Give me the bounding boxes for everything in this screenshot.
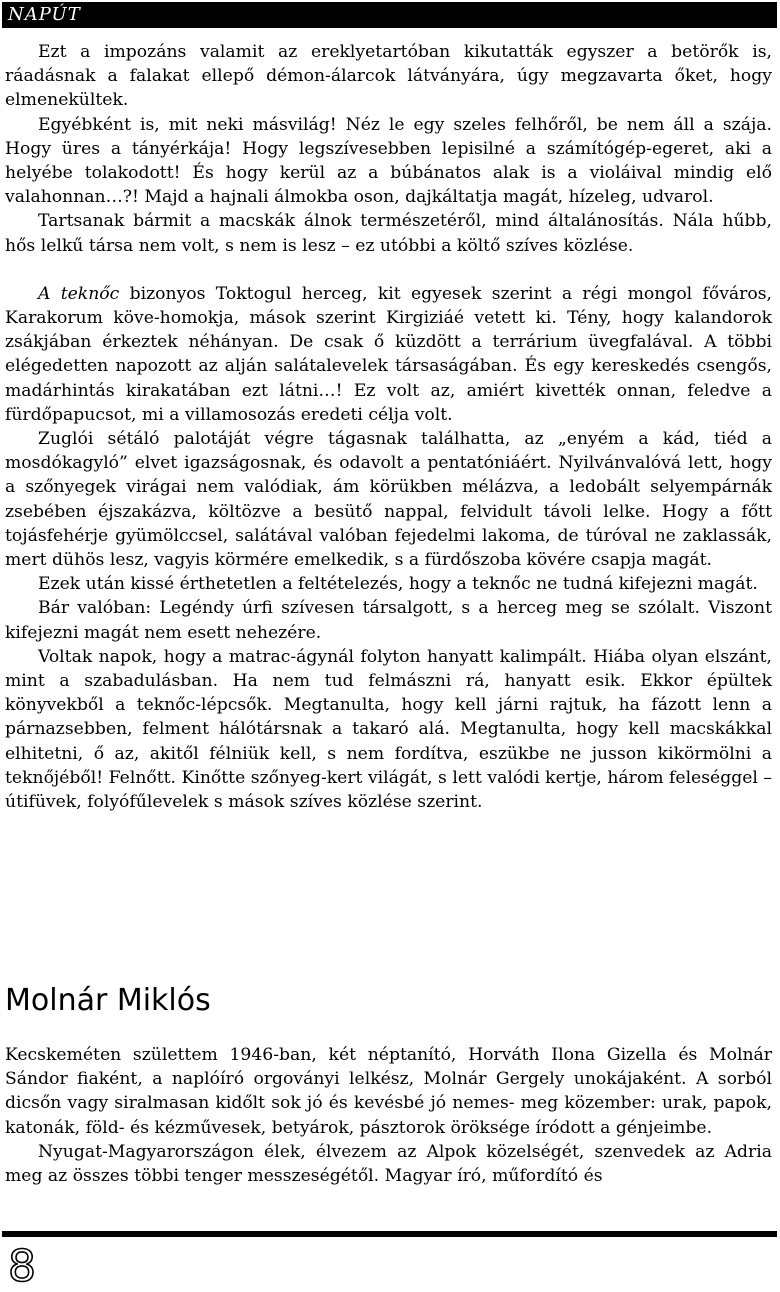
paragraph-cat-2: Egyébként is, mit neki másvilág! Néz le egy szeles felhőről, be nem áll a szája. Hogy üres a tányérkája! Hogy legszívesebben lepisilné a számítógép-egeret, aki a helyébe tolakodott! És hogy kerül az a búbánatos alak is a violáival mindig elő valahonnan…?! Majd a hajnali álmokba oson, dajkáltatja magát, hízeleg, udvarol. (5, 114, 772, 208)
paragraph-turtle-3: Bár valóban: Legéndy úrfi szívesen társalgott, s a herceg meg se szólalt. Viszont kifejezni magát nem esett nehezére. (5, 598, 772, 643)
magazine-logo: NAPÚT (8, 4, 81, 25)
turtle-title: A teknőc (38, 283, 120, 304)
paragraph-cat-1: Ezt a impozáns valamit az ereklyetartóban kikutatták egyszer a betörők is, ráadásnak a falakat ellepő démon-álarcok látványára, úgy megzavarta őket, hogy elmenekültek. (5, 42, 772, 111)
page-number-text: 8 (8, 1246, 36, 1286)
footer-rule (2, 1231, 777, 1237)
header-bar (2, 2, 777, 28)
bio-paragraph-1: Kecskeméten születtem 1946-ban, két néptanító, Horváth Ilona Gizella és Molnár Sándor fiaként, a naplóíró orgoványi lelkész, Molnár Gergely unokájaként. A sorból dicsőn vagy siralmasan kidőlt sok jó és kevésbé jó nemes- meg közember: urak, papok, katonák, föld- és kézművesek, betyárok, pásztorok öröksége íródott a génjeimbe. (5, 1045, 772, 1138)
author-heading: Molnár Miklós (5, 983, 211, 1018)
paragraph-cat-3: Tartsanak bármit a macskák álnok természetéről, mind általánosítás. Nála hűbb, hős lelkű társa nem volt, s nem is lesz – ez utóbbi a költő szíves közlése. (5, 211, 772, 256)
paragraph-turtle-intro (5, 282, 772, 427)
bio-paragraph-2: Nyugat-Magyarországon élek, élvezem az Alpok közelségét, szenvedek az Adria meg az összes többi tenger messzeségétől. Magyar író, műfordító és (5, 1141, 772, 1187)
paragraph-turtle-1: Zuglói sétáló palotáját végre tágasnak találhatta, az „enyém a kád, tiéd a mosdókagyló” elvet igazságosnak, és odavolt a pentatóniáért. Nyilvánvalóvá lett, hogy a szőnyegek virágai nem valódiak, ám körükben mélázva, a ledobált selyempárnák zsebében éjszakázva, költözve a besütő nappal, felvidult távoli lelke. Hogy a főtt tojásfehérje gyümölccsel, salátával valóban fejedelmi lakoma, de túróval ne zaklassák, mert dühös lesz, vagyis körmére emelkedik, s a fürdőszoba kövére csapja magát. (5, 429, 772, 571)
paragraph-turtle-2: Ezek után kissé érthetetlen a feltételezés, hogy a teknőc ne tudná kifejezni magát. (38, 574, 758, 595)
page-number (2, 1246, 42, 1286)
paragraph-turtle-4: Voltak napok, hogy a matrac-ágynál folyton hanyatt kalimpált. Hiába olyan elszánt, mint a szabadulásban. Ha nem tud felmászni rá, hanyatt esik. Ekkor épültek könyvekből a teknőc-lépcsők. Megtanulta, hogy kell járni rajtuk, ha fázott lenn a párnazsebben, felment hálótársnak a takaró alá. Megtanulta, hogy kell macskákkal elhitetni, ő az, akitől félniük kell, s nem fordítva, eszükbe ne jusson kikörmölni a teknőjéből! Felnőtt. Kinőtte szőnyeg-kert világát, s lett valódi kertje, három feleséggel – útifüvek, folyófűlevelek s mások szíves közlése szerint. (5, 646, 772, 813)
turtle-intro-text: bizonyos Toktogul herceg, kit egyesek szerint a régi mongol főváros, Karakorum köve-homokja, mások szerint Kirgiziáé vetett ki. Tény, hogy kalandorok zsákjában érkeztek néhányan. De csak ő küzdött a terrárium üvegfalával. A többi elégedetten napozott az alján salátalevelek társaságában. És egy kereskedés csengős, madárhintás kirakatában ezt látni…! Ez volt az, amiért kivették onnan, feledve a fürdőpapucsot, mi a villamosozás eredeti célja volt. (5, 283, 772, 425)
article-body (5, 40, 772, 814)
author-bio (5, 1043, 772, 1188)
